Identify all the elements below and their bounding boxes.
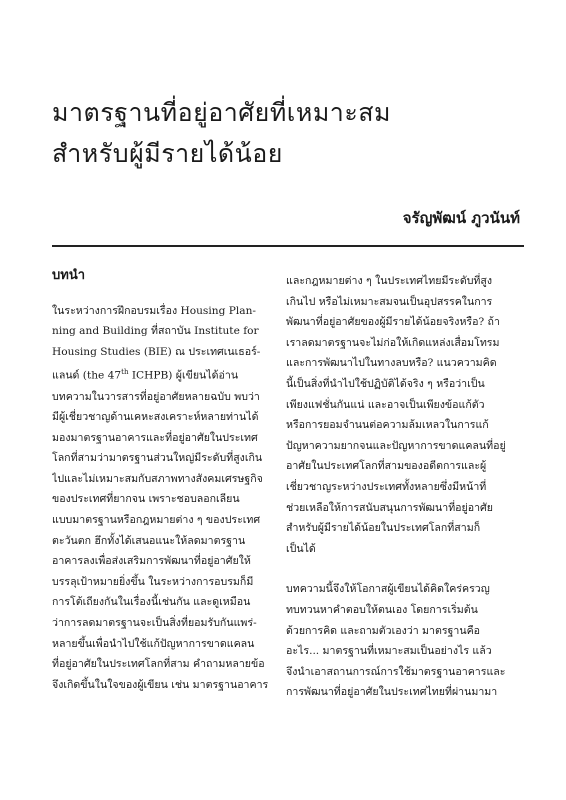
article-title <box>52 92 522 174</box>
text-line: ด้วยการคิด และถามตัวเองว่า มาตรฐานคือ <box>286 624 481 637</box>
text-line: การพัฒนาที่อยู่อาศัยในประเทศไทยที่ผ่านมามา <box>286 686 498 699</box>
text-line: เป็นได้ <box>286 542 316 555</box>
text-line: แบบมาตรฐานหรือกฎหมายต่าง ๆ ของประเทศ <box>52 514 261 527</box>
title-line-2: สำหรับผู้มีรายได้น้อย <box>52 139 283 168</box>
text-line: ของประเทศที่ยากจน เพราะชอบลอกเลียน <box>52 493 240 506</box>
title-line-1: มาตรฐานที่อยู่อาศัยที่เหมาะสม <box>52 98 392 127</box>
text-line: ว่าการลดมาตรฐานจะเป็นสิ่งที่ยอมรับกันแพร่- <box>52 617 257 630</box>
text-line: จึงเกิดขึ้นในใจของผู้เขียน เช่น มาตรฐานอาคาร <box>52 678 269 691</box>
section-heading: บทนำ <box>52 268 86 283</box>
text-line: เพียงแฟชั่นกันแน่ และอาจเป็นเพียงข้อแก้ตัว <box>286 398 485 411</box>
text-line: การโต้เถียงกันในเรื่องนี้เช่นกัน และดูเหมือน <box>52 596 251 609</box>
text-line: ช่วยเหลือให้การสนับสนุนการพัฒนาที่อยู่อาศัย <box>286 501 493 514</box>
text-line: มองมาตรฐานอาคารและที่อยู่อาศัยในประเทศ <box>52 431 258 444</box>
text-line: อาคารลงเพื่อส่งเสริมการพัฒนาที่อยู่อาศัยให้ <box>52 555 251 568</box>
right-column <box>286 271 506 703</box>
text-line: ที่อยู่อาศัยในประเทศโลกที่สาม คำถามหลายข้อ <box>52 658 265 671</box>
text-line: บทความนี้จึงให้โอกาสผู้เขียนได้คิดใคร่ครวญ <box>286 583 490 596</box>
right-paragraph-2 <box>286 579 506 703</box>
text-line: และกฎหมายต่าง ๆ ในประเทศไทยมีระดับที่สูง <box>286 275 493 287</box>
text-line: หรือการยอมจำนนต่อความล้มเหลวในการแก้ <box>286 419 489 432</box>
text-line: ในระหว่างการฝึกอบรมเรื่อง Housing Plan- <box>52 304 256 317</box>
text-line: เกินไป หรือไม่เหมาะสมจนเป็นอุปสรรคในการ <box>286 295 493 308</box>
right-paragraph-1 <box>286 271 506 559</box>
left-body <box>52 301 272 696</box>
author-name: จรัญพัฒน์ ภูวนันท์ <box>402 209 520 227</box>
text-line: พัฒนาที่อยู่อาศัยของผู้มีรายได้น้อยจริงหรือ? ถ้า <box>286 316 500 329</box>
paragraph-gap <box>286 559 506 579</box>
text-line: นี้เป็นสิ่งที่นำไปใช้ปฏิบัติได้จริง ๆ หรือว่าเป็น <box>286 377 485 390</box>
text-line: อะไร... มาตรฐานที่เหมาะสมเป็นอย่างไร แล้ว <box>286 645 492 658</box>
text-line: บทความในวารสารที่อยู่อาศัยหลายฉบับ พบว่า <box>52 390 260 403</box>
text-line: ning and Building ที่สถาบัน Institute for <box>52 325 259 338</box>
text-line: ปัญหาความยากจนและปัญหาการขาดแคลนที่อยู่ <box>286 439 506 452</box>
text-line: สำหรับผู้มีรายได้น้อยในประเทศโลกที่สามก็ <box>286 522 481 535</box>
text-line: และการพัฒนาไปในทางลบหรือ? แนวความคิด <box>286 357 497 370</box>
header-divider <box>52 245 524 247</box>
text-line: โลกที่สามว่ามาตรฐานส่วนใหญ่มีระดับที่สูงเกิน <box>52 452 263 465</box>
text-line: เชี่ยวชาญระหว่างประเทศทั้งหลายซึ่งมีหน้าที่ <box>286 480 487 493</box>
text-line: มีผู้เชี่ยวชาญด้านเคหะสงเคราะห์หลายท่านได้ <box>52 411 259 424</box>
text-line: หลายขึ้นเพื่อนำไปใช้แก้ปัญหาการขาดแคลน <box>52 637 255 650</box>
text-line: บรรลุเป้าหมายยิ่งขึ้น ในระหว่างการอบรมก็มี <box>52 575 254 588</box>
text-line: Housing Studies (BIE) ณ ประเทศเนเธอร์- <box>52 345 261 358</box>
text-line: ตะวันตก ฮึกทั้งได้เสนอแนะให้ลดมาตรฐาน <box>52 534 246 547</box>
left-column <box>52 262 272 695</box>
text-line: แลนด์ (the 47th ICHPB) ผู้เขียนได้อ่าน <box>52 368 239 382</box>
text-line: จึงนำเอาสถานการณ์การใช้มาตรฐานอาคารและ <box>286 665 506 678</box>
text-line: ทบทวนหาคำตอบให้ตนเอง โดยการเริ่มต้น <box>286 603 478 616</box>
text-line: เราลดมาตรฐานจะไม่ก่อให้เกิดแหล่งเสื่อมโทรม <box>286 336 500 349</box>
text-line: ไปและไม่เหมาะสมกับสภาพทางสังคมเศรษฐกิจ <box>52 472 263 485</box>
text-line: อาศัยในประเทศโลกที่สามของอดีตการและผู้ <box>286 460 487 473</box>
